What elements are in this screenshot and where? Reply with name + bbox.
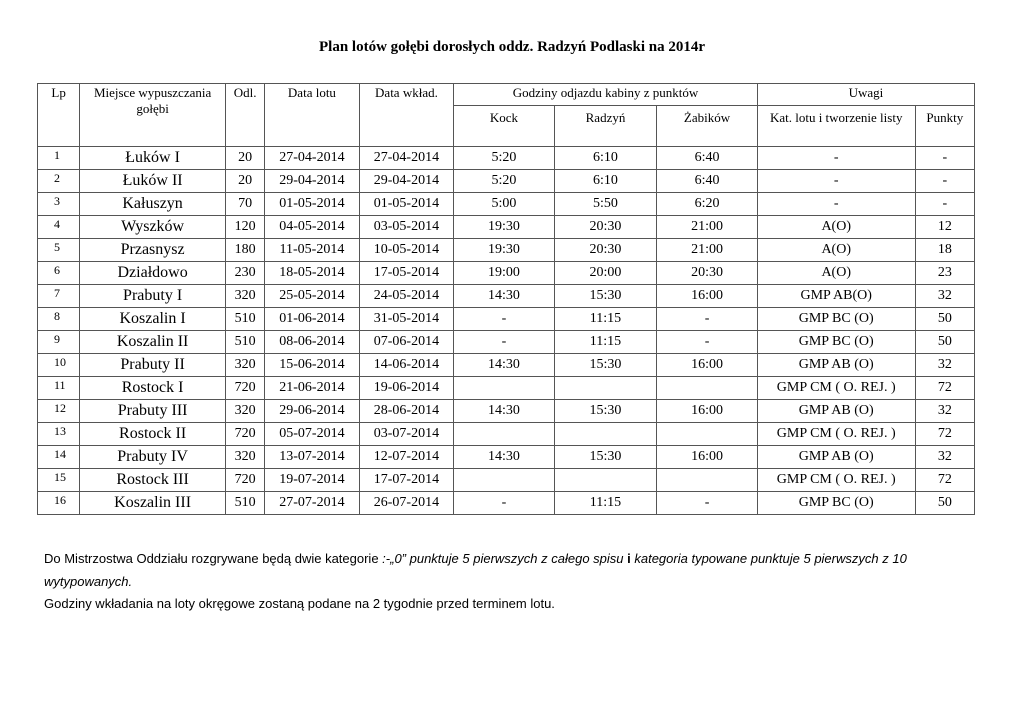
place-cell: Przasnysz bbox=[80, 239, 226, 262]
points-cell: 32 bbox=[915, 446, 974, 469]
zabikow-time-cell: 16:00 bbox=[657, 354, 758, 377]
basket-date-cell: 19-06-2014 bbox=[359, 377, 454, 400]
zabikow-time-cell bbox=[657, 469, 758, 492]
kock-time-cell: - bbox=[454, 308, 555, 331]
category-cell: GMP CM ( O. REJ. ) bbox=[757, 377, 915, 400]
distance-cell: 320 bbox=[225, 354, 264, 377]
category-cell: GMP AB (O) bbox=[757, 446, 915, 469]
flight-date-cell: 15-06-2014 bbox=[265, 354, 360, 377]
points-cell: 18 bbox=[915, 239, 974, 262]
distance-cell: 20 bbox=[225, 170, 264, 193]
kock-time-cell: 14:30 bbox=[454, 446, 555, 469]
place-cell: Działdowo bbox=[80, 262, 226, 285]
distance-cell: 120 bbox=[225, 216, 264, 239]
header-flight-date: Data lotu bbox=[265, 84, 360, 147]
table-row bbox=[38, 400, 975, 423]
zabikow-time-cell: 20:30 bbox=[657, 262, 758, 285]
kock-time-cell bbox=[454, 469, 555, 492]
header-departure-hours: Godziny odjazdu kabiny z punktów bbox=[454, 84, 758, 106]
header-distance: Odl. bbox=[225, 84, 264, 147]
zabikow-time-cell: 21:00 bbox=[657, 216, 758, 239]
basket-date-cell: 24-05-2014 bbox=[359, 285, 454, 308]
category-cell: A(O) bbox=[757, 239, 915, 262]
distance-cell: 320 bbox=[225, 446, 264, 469]
place-cell: Prabuty IV bbox=[80, 446, 226, 469]
distance-cell: 180 bbox=[225, 239, 264, 262]
distance-cell: 230 bbox=[225, 262, 264, 285]
kock-time-cell: 19:30 bbox=[454, 216, 555, 239]
points-cell: - bbox=[915, 147, 974, 170]
kock-time-cell bbox=[454, 377, 555, 400]
distance-cell: 510 bbox=[225, 331, 264, 354]
lp-cell: 7 bbox=[38, 285, 80, 308]
place-cell: Rostock II bbox=[80, 423, 226, 446]
basket-date-cell: 26-07-2014 bbox=[359, 492, 454, 515]
points-cell: - bbox=[915, 193, 974, 216]
kock-time-cell: 5:00 bbox=[454, 193, 555, 216]
lp-cell: 5 bbox=[38, 239, 80, 262]
note-categories-intro: Do Mistrzostwa Oddziału rozgrywane będą dwie kategorie bbox=[44, 551, 383, 566]
basket-date-cell: 10-05-2014 bbox=[359, 239, 454, 262]
category-cell: - bbox=[757, 170, 915, 193]
kock-time-cell: 14:30 bbox=[454, 400, 555, 423]
radzyn-time-cell: 15:30 bbox=[554, 446, 657, 469]
kock-time-cell: 14:30 bbox=[454, 285, 555, 308]
lp-cell: 4 bbox=[38, 216, 80, 239]
place-cell: Prabuty III bbox=[80, 400, 226, 423]
table-row bbox=[38, 331, 975, 354]
radzyn-time-cell: 5:50 bbox=[554, 193, 657, 216]
note-conjunction: i bbox=[627, 551, 631, 566]
header-remarks: Uwagi bbox=[757, 84, 974, 106]
flight-date-cell: 21-06-2014 bbox=[265, 377, 360, 400]
category-cell: A(O) bbox=[757, 216, 915, 239]
table-row bbox=[38, 377, 975, 400]
distance-cell: 70 bbox=[225, 193, 264, 216]
category-cell: GMP CM ( O. REJ. ) bbox=[757, 423, 915, 446]
place-cell: Łuków II bbox=[80, 170, 226, 193]
distance-cell: 320 bbox=[225, 400, 264, 423]
radzyn-time-cell: 6:10 bbox=[554, 170, 657, 193]
flight-date-cell: 05-07-2014 bbox=[265, 423, 360, 446]
note-basketing-hours: Godziny wkładania na loty okręgowe zostaną podane na 2 tygodnie przed terminem lotu. bbox=[44, 596, 555, 611]
table-row bbox=[38, 308, 975, 331]
kock-time-cell: 5:20 bbox=[454, 170, 555, 193]
distance-cell: 20 bbox=[225, 147, 264, 170]
points-cell: 50 bbox=[915, 492, 974, 515]
basket-date-cell: 29-04-2014 bbox=[359, 170, 454, 193]
place-cell: Kałuszyn bbox=[80, 193, 226, 216]
table-row bbox=[38, 147, 975, 170]
lp-cell: 16 bbox=[38, 492, 80, 515]
zabikow-time-cell bbox=[657, 377, 758, 400]
basket-date-cell: 07-06-2014 bbox=[359, 331, 454, 354]
table-row bbox=[38, 239, 975, 262]
place-cell: Łuków I bbox=[80, 147, 226, 170]
table-row bbox=[38, 216, 975, 239]
header-basket-date: Data wkład. bbox=[359, 84, 454, 147]
flight-date-cell: 29-06-2014 bbox=[265, 400, 360, 423]
radzyn-time-cell: 15:30 bbox=[554, 400, 657, 423]
points-cell: 32 bbox=[915, 285, 974, 308]
flight-date-cell: 01-05-2014 bbox=[265, 193, 360, 216]
lp-cell: 2 bbox=[38, 170, 80, 193]
flight-date-cell: 04-05-2014 bbox=[265, 216, 360, 239]
distance-cell: 720 bbox=[225, 469, 264, 492]
table-row bbox=[38, 423, 975, 446]
zabikow-time-cell: 16:00 bbox=[657, 285, 758, 308]
flight-date-cell: 27-04-2014 bbox=[265, 147, 360, 170]
radzyn-time-cell: 15:30 bbox=[554, 285, 657, 308]
flight-schedule-table bbox=[37, 83, 975, 515]
kock-time-cell: 14:30 bbox=[454, 354, 555, 377]
basket-date-cell: 14-06-2014 bbox=[359, 354, 454, 377]
header-place: Miejsce wypuszczania gołębi bbox=[80, 84, 226, 147]
table-row bbox=[38, 285, 975, 308]
zabikow-time-cell: - bbox=[657, 331, 758, 354]
category-cell: GMP BC (O) bbox=[757, 492, 915, 515]
category-cell: - bbox=[757, 147, 915, 170]
radzyn-time-cell: 11:15 bbox=[554, 331, 657, 354]
zabikow-time-cell: 16:00 bbox=[657, 400, 758, 423]
place-cell: Koszalin I bbox=[80, 308, 226, 331]
flight-date-cell: 25-05-2014 bbox=[265, 285, 360, 308]
points-cell: 12 bbox=[915, 216, 974, 239]
points-cell: 72 bbox=[915, 469, 974, 492]
zabikow-time-cell: 6:40 bbox=[657, 170, 758, 193]
kock-time-cell: 19:30 bbox=[454, 239, 555, 262]
place-cell: Prabuty I bbox=[80, 285, 226, 308]
zabikow-time-cell: 21:00 bbox=[657, 239, 758, 262]
zabikow-time-cell: - bbox=[657, 308, 758, 331]
header-points: Punkty bbox=[915, 106, 974, 147]
points-cell: 32 bbox=[915, 354, 974, 377]
basket-date-cell: 01-05-2014 bbox=[359, 193, 454, 216]
points-cell: 50 bbox=[915, 331, 974, 354]
table-row bbox=[38, 446, 975, 469]
category-cell: GMP AB (O) bbox=[757, 354, 915, 377]
basket-date-cell: 17-07-2014 bbox=[359, 469, 454, 492]
table-body bbox=[38, 147, 975, 515]
header-radzyn: Radzyń bbox=[554, 106, 657, 147]
kock-time-cell: 19:00 bbox=[454, 262, 555, 285]
radzyn-time-cell: 11:15 bbox=[554, 492, 657, 515]
place-cell: Prabuty II bbox=[80, 354, 226, 377]
table-row bbox=[38, 262, 975, 285]
basket-date-cell: 17-05-2014 bbox=[359, 262, 454, 285]
lp-cell: 13 bbox=[38, 423, 80, 446]
category-cell: A(O) bbox=[757, 262, 915, 285]
radzyn-time-cell: 15:30 bbox=[554, 354, 657, 377]
zabikow-time-cell: - bbox=[657, 492, 758, 515]
radzyn-time-cell: 11:15 bbox=[554, 308, 657, 331]
basket-date-cell: 03-07-2014 bbox=[359, 423, 454, 446]
distance-cell: 720 bbox=[225, 377, 264, 400]
lp-cell: 14 bbox=[38, 446, 80, 469]
points-cell: 72 bbox=[915, 423, 974, 446]
basket-date-cell: 27-04-2014 bbox=[359, 147, 454, 170]
kock-time-cell bbox=[454, 423, 555, 446]
lp-cell: 3 bbox=[38, 193, 80, 216]
document-title: Plan lotów gołębi dorosłych oddz. Radzyń Podlaski na 2014r bbox=[318, 39, 706, 55]
table-row bbox=[38, 469, 975, 492]
category-cell: GMP BC (O) bbox=[757, 308, 915, 331]
basket-date-cell: 31-05-2014 bbox=[359, 308, 454, 331]
flight-date-cell: 08-06-2014 bbox=[265, 331, 360, 354]
header-kock: Kock bbox=[454, 106, 555, 147]
place-cell: Rostock I bbox=[80, 377, 226, 400]
footer-notes bbox=[44, 548, 984, 616]
note-category-zero: :-„0” punktuje 5 pierwszych z całego spisu bbox=[382, 551, 628, 566]
distance-cell: 320 bbox=[225, 285, 264, 308]
lp-cell: 15 bbox=[38, 469, 80, 492]
zabikow-time-cell: 6:20 bbox=[657, 193, 758, 216]
basket-date-cell: 03-05-2014 bbox=[359, 216, 454, 239]
points-cell: - bbox=[915, 170, 974, 193]
distance-cell: 720 bbox=[225, 423, 264, 446]
zabikow-time-cell bbox=[657, 423, 758, 446]
flight-date-cell: 27-07-2014 bbox=[265, 492, 360, 515]
points-cell: 32 bbox=[915, 400, 974, 423]
table-row bbox=[38, 354, 975, 377]
header-category: Kat. lotu i tworzenie listy bbox=[757, 106, 915, 147]
note-categories bbox=[44, 548, 984, 593]
table-row bbox=[38, 193, 975, 216]
lp-cell: 12 bbox=[38, 400, 80, 423]
kock-time-cell: - bbox=[454, 331, 555, 354]
distance-cell: 510 bbox=[225, 492, 264, 515]
kock-time-cell: 5:20 bbox=[454, 147, 555, 170]
basket-date-cell: 12-07-2014 bbox=[359, 446, 454, 469]
table-row bbox=[38, 170, 975, 193]
radzyn-time-cell bbox=[554, 377, 657, 400]
header-lp: Lp bbox=[38, 84, 80, 147]
points-cell: 23 bbox=[915, 262, 974, 285]
radzyn-time-cell: 20:30 bbox=[554, 216, 657, 239]
flight-date-cell: 18-05-2014 bbox=[265, 262, 360, 285]
category-cell: - bbox=[757, 193, 915, 216]
radzyn-time-cell: 20:30 bbox=[554, 239, 657, 262]
category-cell: GMP AB (O) bbox=[757, 400, 915, 423]
radzyn-time-cell: 20:00 bbox=[554, 262, 657, 285]
place-cell: Wyszków bbox=[80, 216, 226, 239]
note-category-typed: kategoria typowane punktuje 5 pierwszych z 10 wytypowanych. bbox=[44, 551, 907, 589]
basket-date-cell: 28-06-2014 bbox=[359, 400, 454, 423]
flight-date-cell: 01-06-2014 bbox=[265, 308, 360, 331]
header-zabikow: Żabików bbox=[657, 106, 758, 147]
points-cell: 72 bbox=[915, 377, 974, 400]
radzyn-time-cell bbox=[554, 423, 657, 446]
category-cell: GMP CM ( O. REJ. ) bbox=[757, 469, 915, 492]
lp-cell: 1 bbox=[38, 147, 80, 170]
distance-cell: 510 bbox=[225, 308, 264, 331]
radzyn-time-cell: 6:10 bbox=[554, 147, 657, 170]
flight-date-cell: 29-04-2014 bbox=[265, 170, 360, 193]
zabikow-time-cell: 16:00 bbox=[657, 446, 758, 469]
lp-cell: 9 bbox=[38, 331, 80, 354]
table-row bbox=[38, 492, 975, 515]
zabikow-time-cell: 6:40 bbox=[657, 147, 758, 170]
lp-cell: 11 bbox=[38, 377, 80, 400]
flight-date-cell: 11-05-2014 bbox=[265, 239, 360, 262]
radzyn-time-cell bbox=[554, 469, 657, 492]
flight-date-cell: 19-07-2014 bbox=[265, 469, 360, 492]
place-cell: Koszalin II bbox=[80, 331, 226, 354]
place-cell: Koszalin III bbox=[80, 492, 226, 515]
category-cell: GMP AB(O) bbox=[757, 285, 915, 308]
header-row bbox=[38, 84, 975, 106]
category-cell: GMP BC (O) bbox=[757, 331, 915, 354]
lp-cell: 8 bbox=[38, 308, 80, 331]
place-cell: Rostock III bbox=[80, 469, 226, 492]
flight-date-cell: 13-07-2014 bbox=[265, 446, 360, 469]
points-cell: 50 bbox=[915, 308, 974, 331]
kock-time-cell: - bbox=[454, 492, 555, 515]
lp-cell: 10 bbox=[38, 354, 80, 377]
lp-cell: 6 bbox=[38, 262, 80, 285]
